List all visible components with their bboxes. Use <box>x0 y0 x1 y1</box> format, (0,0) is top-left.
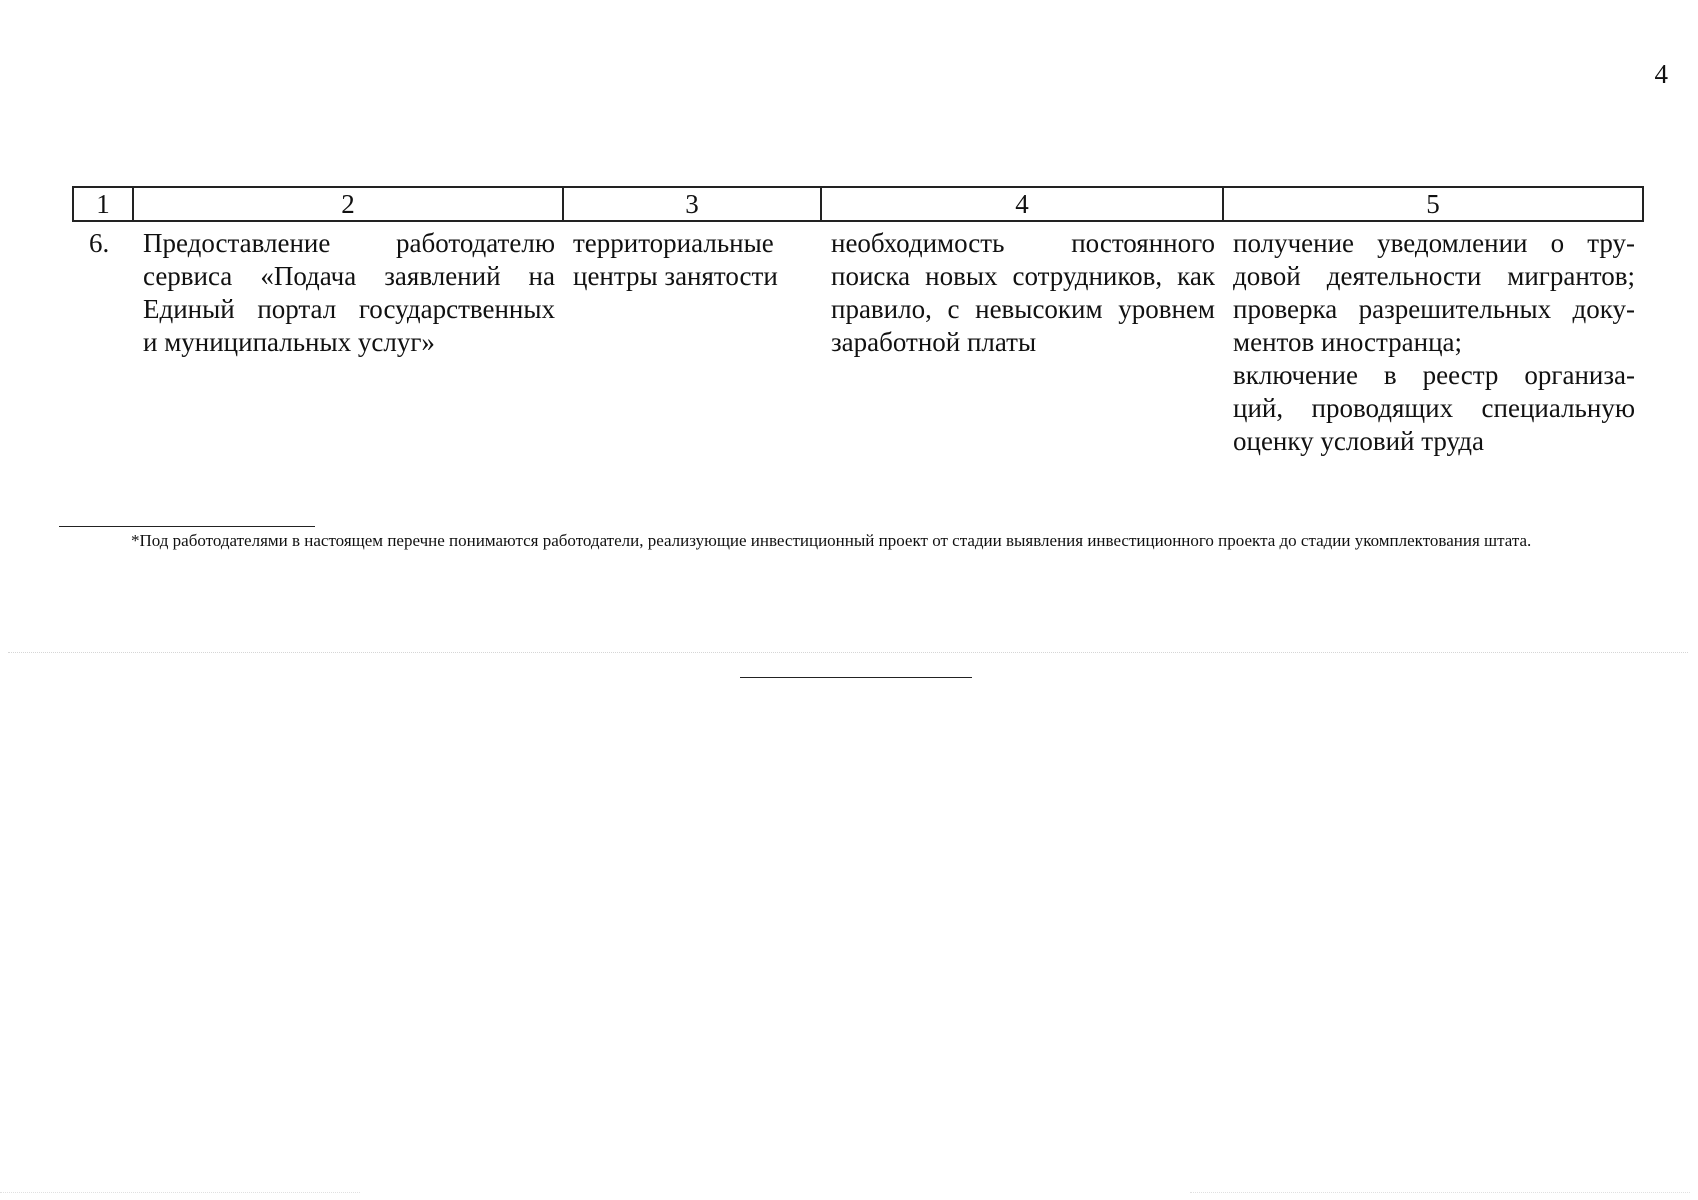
page-number: 4 <box>1654 59 1668 89</box>
table-row <box>73 221 1643 458</box>
text-line: правило, с невысоким уровнем <box>831 294 1215 324</box>
text-line: и муниципальных услуг» <box>143 327 435 357</box>
scan-artifact-line <box>8 652 1688 653</box>
column-header: 4 <box>821 187 1223 221</box>
scan-artifact-bottom-right <box>1190 1192 1690 1194</box>
text-line: оценку условий труда <box>1233 426 1485 456</box>
footnote: *Под работодателями в настоящем перечне понимаются работодатели, реализующие инвестиционный проект от стадии выявления инвестиционного проекта до стадии укомплектования штата. <box>131 531 1532 550</box>
table-header-row <box>73 187 1643 221</box>
need-cell <box>821 221 1223 458</box>
end-rule <box>740 677 972 678</box>
measure-name-cell <box>133 221 563 458</box>
text-line: Единый портал государственных <box>143 294 555 324</box>
footnote-rule <box>59 526 315 527</box>
text-line: заработной платы <box>831 327 1037 357</box>
measures-table <box>72 186 1644 458</box>
result-cell <box>1223 221 1643 458</box>
column-header: 5 <box>1223 187 1643 221</box>
text-line: ментов иностранца; <box>1233 327 1463 357</box>
text-line: территориальные <box>573 228 774 258</box>
responsible-cell <box>563 221 821 458</box>
column-header: 3 <box>563 187 821 221</box>
text-line: проверка разрешительных доку- <box>1233 294 1635 324</box>
text-line: ций, проводящих специальную <box>1233 393 1635 423</box>
row-number: 6. <box>89 228 110 258</box>
text-line: сервиса «Подача заявлений на <box>143 261 555 291</box>
column-header: 1 <box>73 187 133 221</box>
text-line: центры занятости <box>573 261 778 291</box>
text-line: получение уведомлении о тру- <box>1233 228 1635 258</box>
text-line: включение в реестр организа- <box>1233 360 1635 390</box>
text-line: довой деятельности мигрантов; <box>1233 261 1635 291</box>
text-line: поиска новых сотрудников, как <box>831 261 1215 291</box>
column-header: 2 <box>133 187 563 221</box>
text-line: Предоставление работодателю <box>143 228 555 258</box>
text-line: необходимость постоянного <box>831 228 1215 258</box>
scan-artifact-bottom-left <box>0 1192 360 1194</box>
